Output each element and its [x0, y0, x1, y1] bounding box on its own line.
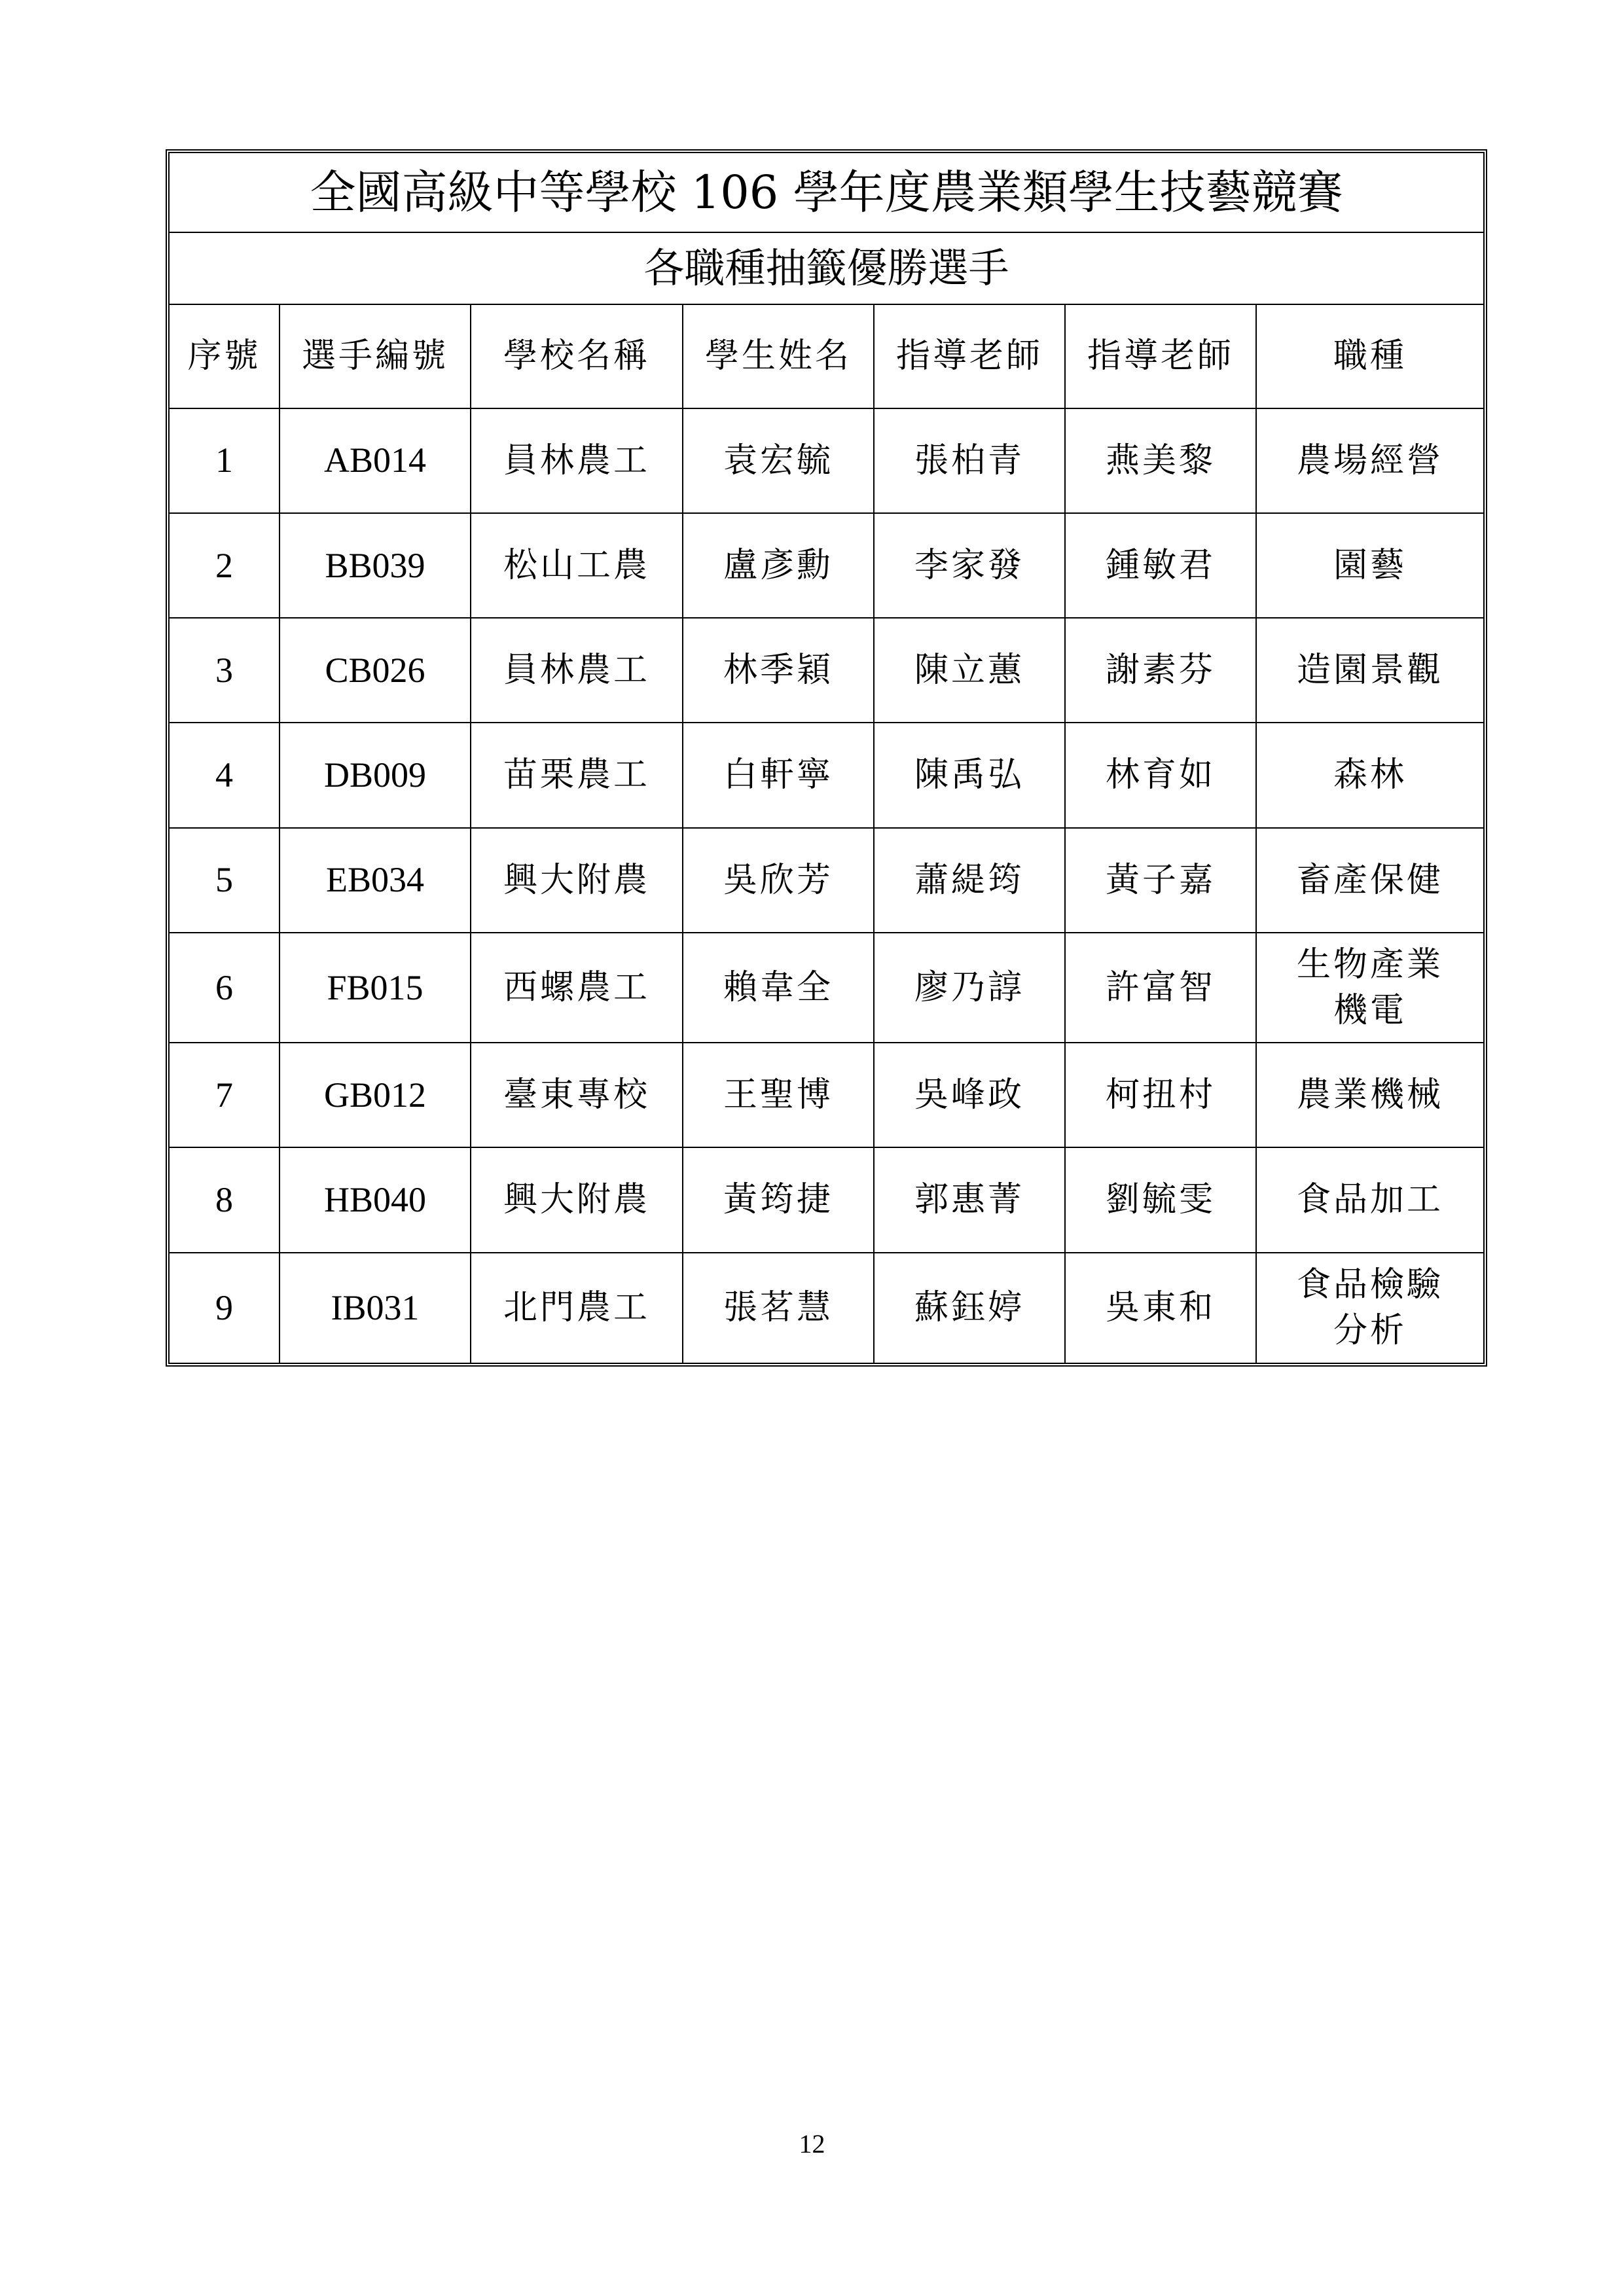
cell-teacher-1: 陳立蕙 — [874, 618, 1065, 723]
cell-category: 畜產保健 — [1256, 828, 1483, 933]
cell-student: 盧彥勳 — [683, 513, 874, 618]
cell-index: 4 — [170, 723, 280, 827]
cell-teacher-1: 張柏青 — [874, 408, 1065, 513]
cell-index: 9 — [170, 1253, 280, 1363]
table-row — [170, 933, 1483, 1043]
table-row — [170, 723, 1483, 827]
cell-student: 賴韋全 — [683, 933, 874, 1043]
cell-student: 袁宏毓 — [683, 408, 874, 513]
cell-teacher-1: 廖乃諄 — [874, 933, 1065, 1043]
cell-teacher-1: 陳禹弘 — [874, 723, 1065, 827]
header-cell-school: 學校名稱 — [471, 304, 683, 408]
cell-teacher-2: 柯扭村 — [1065, 1043, 1256, 1147]
cell-index: 8 — [170, 1147, 280, 1252]
table-row — [170, 828, 1483, 933]
cell-contestant-id: HB040 — [280, 1147, 471, 1252]
header-cell-contestant-id: 選手編號 — [280, 304, 471, 408]
header-cell-teacher-1: 指導老師 — [874, 304, 1065, 408]
cell-contestant-id: FB015 — [280, 933, 471, 1043]
results-table — [170, 153, 1483, 1363]
page-number: 12 — [799, 2129, 825, 2159]
cell-contestant-id: EB034 — [280, 828, 471, 933]
cell-category: 生物產業 機電 — [1256, 933, 1483, 1043]
cell-index: 5 — [170, 828, 280, 933]
cell-index: 3 — [170, 618, 280, 723]
cell-index: 1 — [170, 408, 280, 513]
table-row — [170, 1147, 1483, 1252]
cell-student: 林季穎 — [683, 618, 874, 723]
cell-student: 黃筠捷 — [683, 1147, 874, 1252]
table-row — [170, 513, 1483, 618]
table-row — [170, 618, 1483, 723]
cell-school: 松山工農 — [471, 513, 683, 618]
cell-teacher-1: 吳峰政 — [874, 1043, 1065, 1147]
cell-teacher-2: 吳東和 — [1065, 1253, 1256, 1363]
cell-teacher-2: 黃子嘉 — [1065, 828, 1256, 933]
table-row — [170, 1253, 1483, 1363]
cell-school: 臺東專校 — [471, 1043, 683, 1147]
cell-school: 員林農工 — [471, 618, 683, 723]
cell-teacher-2: 劉毓雯 — [1065, 1147, 1256, 1252]
cell-index: 6 — [170, 933, 280, 1043]
cell-teacher-1: 郭惠菁 — [874, 1147, 1065, 1252]
cell-student: 吳欣芳 — [683, 828, 874, 933]
cell-school: 西螺農工 — [471, 933, 683, 1043]
cell-index: 2 — [170, 513, 280, 618]
cell-teacher-2: 謝素芬 — [1065, 618, 1256, 723]
cell-teacher-2: 鍾敏君 — [1065, 513, 1256, 618]
cell-teacher-1: 蕭緹筠 — [874, 828, 1065, 933]
cell-school: 北門農工 — [471, 1253, 683, 1363]
results-table-frame — [166, 149, 1487, 1367]
cell-school: 興大附農 — [471, 1147, 683, 1252]
cell-category: 造園景觀 — [1256, 618, 1483, 723]
cell-contestant-id: IB031 — [280, 1253, 471, 1363]
cell-contestant-id: CB026 — [280, 618, 471, 723]
cell-teacher-2: 許富智 — [1065, 933, 1256, 1043]
cell-student: 王聖博 — [683, 1043, 874, 1147]
cell-teacher-2: 林育如 — [1065, 723, 1256, 827]
cell-contestant-id: BB039 — [280, 513, 471, 618]
cell-contestant-id: DB009 — [280, 723, 471, 827]
cell-category: 園藝 — [1256, 513, 1483, 618]
cell-category: 森林 — [1256, 723, 1483, 827]
cell-category: 食品檢驗 分析 — [1256, 1253, 1483, 1363]
cell-teacher-2: 燕美黎 — [1065, 408, 1256, 513]
cell-student: 張茗慧 — [683, 1253, 874, 1363]
header-cell-teacher-2: 指導老師 — [1065, 304, 1256, 408]
cell-index: 7 — [170, 1043, 280, 1147]
table-row — [170, 1043, 1483, 1147]
cell-contestant-id: AB014 — [280, 408, 471, 513]
cell-teacher-1: 李家發 — [874, 513, 1065, 618]
cell-school: 員林農工 — [471, 408, 683, 513]
table-title: 全國高級中等學校 106 學年度農業類學生技藝競賽 — [170, 153, 1483, 232]
cell-teacher-1: 蘇鈺婷 — [874, 1253, 1065, 1363]
cell-category: 食品加工 — [1256, 1147, 1483, 1252]
table-subtitle: 各職種抽籤優勝選手 — [170, 232, 1483, 304]
header-cell-category: 職種 — [1256, 304, 1483, 408]
header-cell-student: 學生姓名 — [683, 304, 874, 408]
cell-school: 苗栗農工 — [471, 723, 683, 827]
cell-category: 農場經營 — [1256, 408, 1483, 513]
header-row — [170, 304, 1483, 408]
cell-student: 白軒寧 — [683, 723, 874, 827]
table-row — [170, 408, 1483, 513]
cell-category: 農業機械 — [1256, 1043, 1483, 1147]
cell-school: 興大附農 — [471, 828, 683, 933]
header-cell-index: 序號 — [170, 304, 280, 408]
cell-contestant-id: GB012 — [280, 1043, 471, 1147]
